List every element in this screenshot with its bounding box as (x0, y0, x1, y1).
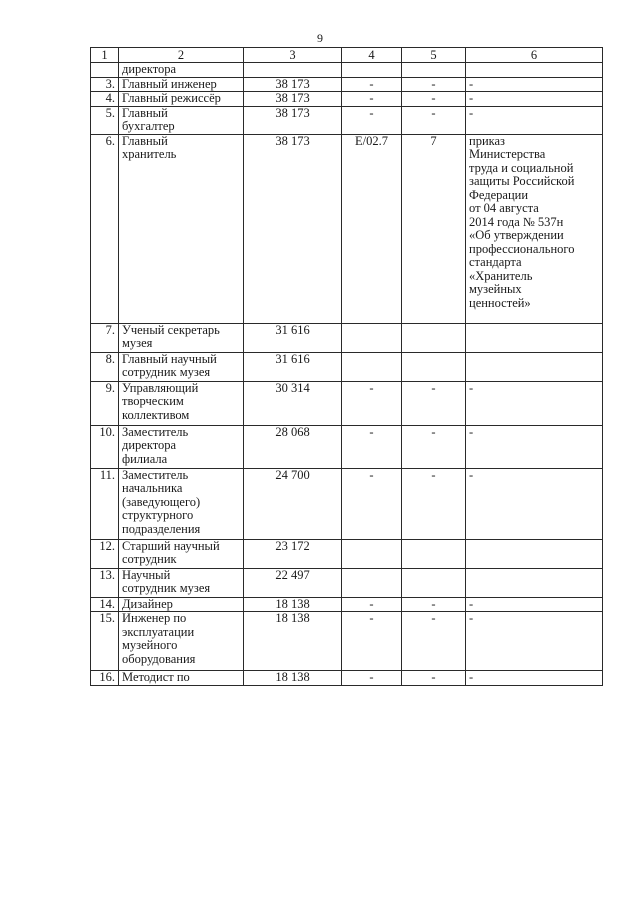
table-row (91, 612, 603, 671)
table-row (91, 352, 603, 381)
job-title: Заместитель начальника (заведующего) структурного подразделения (119, 468, 244, 539)
row-number: 11. (91, 468, 119, 539)
professional-standard: - (466, 77, 603, 92)
salary-value (244, 63, 342, 78)
job-title: Старший научный сотрудник (119, 539, 244, 568)
table-row (91, 381, 603, 425)
professional-standard (466, 352, 603, 381)
professional-standard: приказ Министерства труда и социальной защиты Российской Федерации от 04 августа 2014 года № 537н «Об утверждении профессионального стандарта «Хранитель музейных ценностей» (466, 134, 603, 323)
qualification-level: - (402, 597, 466, 612)
qualification-level: - (402, 106, 466, 134)
salary-value: 38 173 (244, 134, 342, 323)
row-number: 7. (91, 323, 119, 352)
job-title: Заместитель директора филиала (119, 425, 244, 468)
qualification-level (402, 63, 466, 78)
professional-standard: - (466, 106, 603, 134)
table-row (91, 671, 603, 686)
function-code (342, 568, 402, 597)
professional-standard (466, 539, 603, 568)
salary-value: 23 172 (244, 539, 342, 568)
function-code: - (342, 425, 402, 468)
qualification-level (402, 352, 466, 381)
column-header: 6 (466, 48, 603, 63)
row-number: 15. (91, 612, 119, 671)
professional-standard: - (466, 612, 603, 671)
function-code (342, 63, 402, 78)
professional-standard: - (466, 425, 603, 468)
function-code (342, 323, 402, 352)
salary-value: 31 616 (244, 323, 342, 352)
job-title: Ученый секретарь музея (119, 323, 244, 352)
job-title: Главный инженер (119, 77, 244, 92)
professional-standard: - (466, 671, 603, 686)
row-number: 4. (91, 92, 119, 107)
salary-value: 18 138 (244, 671, 342, 686)
table-row (91, 63, 603, 78)
table-row (91, 92, 603, 107)
salary-value: 28 068 (244, 425, 342, 468)
qualification-level (402, 539, 466, 568)
function-code: - (342, 106, 402, 134)
salary-value: 30 314 (244, 381, 342, 425)
table-row (91, 323, 603, 352)
column-header: 3 (244, 48, 342, 63)
job-title: Главный хранитель (119, 134, 244, 323)
row-number (91, 63, 119, 78)
qualification-level: - (402, 77, 466, 92)
qualification-level: - (402, 468, 466, 539)
professional-standard: - (466, 381, 603, 425)
row-number: 10. (91, 425, 119, 468)
job-title: Инженер по эксплуатации музейного оборудования (119, 612, 244, 671)
salary-value: 18 138 (244, 597, 342, 612)
job-title: Методист по (119, 671, 244, 686)
column-header: 5 (402, 48, 466, 63)
table-row (91, 77, 603, 92)
salary-value: 31 616 (244, 352, 342, 381)
table-row (91, 106, 603, 134)
professional-standard (466, 568, 603, 597)
function-code: - (342, 671, 402, 686)
row-number: 5. (91, 106, 119, 134)
table-row (91, 539, 603, 568)
qualification-level: - (402, 381, 466, 425)
job-title: Научный сотрудник музея (119, 568, 244, 597)
qualification-level: - (402, 612, 466, 671)
job-title: Главный бухгалтер (119, 106, 244, 134)
professional-standard: - (466, 92, 603, 107)
qualification-level: - (402, 425, 466, 468)
salary-value: 22 497 (244, 568, 342, 597)
function-code (342, 352, 402, 381)
function-code: - (342, 597, 402, 612)
table-row (91, 568, 603, 597)
staff-salary-table (90, 47, 603, 686)
row-number: 8. (91, 352, 119, 381)
qualification-level: 7 (402, 134, 466, 323)
column-number-row (91, 48, 603, 63)
function-code: - (342, 77, 402, 92)
row-number: 12. (91, 539, 119, 568)
function-code (342, 539, 402, 568)
qualification-level: - (402, 92, 466, 107)
qualification-level (402, 568, 466, 597)
table-row (91, 597, 603, 612)
function-code: E/02.7 (342, 134, 402, 323)
professional-standard: - (466, 468, 603, 539)
salary-value: 18 138 (244, 612, 342, 671)
salary-value: 38 173 (244, 77, 342, 92)
salary-value: 38 173 (244, 92, 342, 107)
job-title: Главный научный сотрудник музея (119, 352, 244, 381)
table-body (91, 63, 603, 686)
salary-value: 24 700 (244, 468, 342, 539)
job-title: директора (119, 63, 244, 78)
row-number: 6. (91, 134, 119, 323)
row-number: 14. (91, 597, 119, 612)
function-code: - (342, 612, 402, 671)
row-number: 16. (91, 671, 119, 686)
qualification-level (402, 323, 466, 352)
page-number: 9 (317, 31, 323, 45)
row-number: 13. (91, 568, 119, 597)
professional-standard: - (466, 597, 603, 612)
table-row (91, 134, 603, 323)
job-title: Главный режиссёр (119, 92, 244, 107)
salary-value: 38 173 (244, 106, 342, 134)
row-number: 3. (91, 77, 119, 92)
table-row (91, 425, 603, 468)
professional-standard (466, 63, 603, 78)
job-title: Дизайнер (119, 597, 244, 612)
column-header: 2 (119, 48, 244, 63)
job-title: Управляющий творческим коллективом (119, 381, 244, 425)
professional-standard (466, 323, 603, 352)
function-code: - (342, 92, 402, 107)
function-code: - (342, 468, 402, 539)
column-header: 4 (342, 48, 402, 63)
qualification-level: - (402, 671, 466, 686)
function-code: - (342, 381, 402, 425)
row-number: 9. (91, 381, 119, 425)
table-row (91, 468, 603, 539)
column-header: 1 (91, 48, 119, 63)
